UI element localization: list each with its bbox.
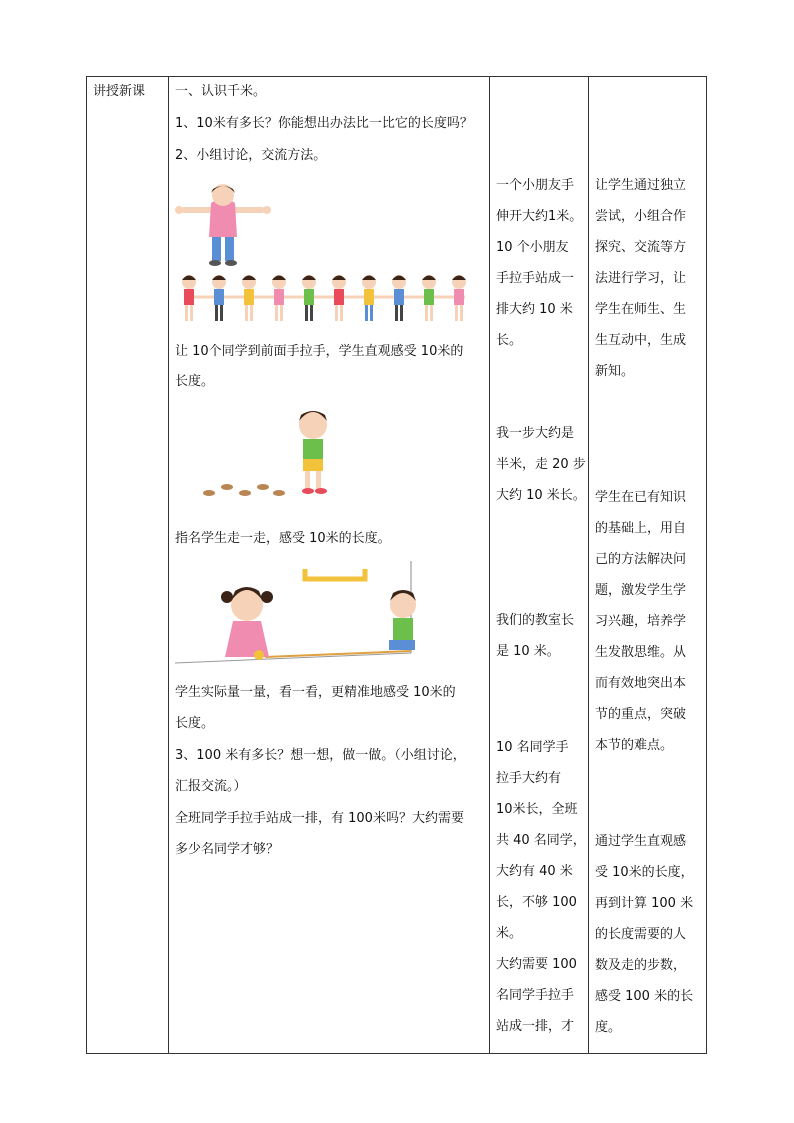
student-note-line: 10米长，全班 [496, 802, 578, 817]
design-note-line: 感受 100 米的长 [595, 989, 694, 1004]
design-note-line: 生发散思维。从 [595, 645, 687, 660]
question-2: 2、小组讨论，交流方法。 [175, 148, 327, 163]
paragraph-line: 全班同学手拉手站成一排，有 100米吗？大约需要 [175, 811, 464, 826]
student-note-line: 我一步大约是 [496, 426, 575, 441]
paragraph-line: 让 10个同学到前面手拉手，学生直观感受 10米的 [175, 344, 464, 359]
design-note-line: 新知。 [595, 364, 635, 379]
student-note-line: 长，不够 100 [496, 895, 577, 910]
question-1: 1、10米有多长？你能想出办法比一比它的长度吗？ [175, 116, 473, 131]
design-note-line: 生互动中，生成 [595, 333, 687, 348]
paragraph-line: 多少名同学才够？ [175, 842, 280, 857]
boy-walking-footprints-illustration [199, 407, 339, 499]
question-3-line-2: 汇报交流。） [175, 779, 247, 794]
student-note-line: 名同学手拉手 [496, 988, 575, 1003]
lesson-table [86, 76, 707, 1054]
child-arms-spread-illustration [175, 181, 271, 267]
student-note-line: 长。 [496, 333, 523, 348]
section-cell [87, 77, 168, 1053]
design-note-line: 再到计算 100 米 [595, 896, 694, 911]
section-label: 讲授新课 [93, 84, 146, 99]
student-note-line: 伸开大约1米。 [496, 209, 583, 224]
student-note-line: 10 个小朋友 [496, 240, 569, 255]
design-note-line: 本节的难点。 [595, 738, 674, 753]
student-note-line: 站成一排，才 [496, 1019, 575, 1034]
student-note-line: 手拉手站成一 [496, 271, 575, 286]
student-note-line: 大约 10 米长。 [496, 488, 586, 503]
student-note-line: 共 40 名同学， [496, 833, 586, 848]
design-note-line: 尝试，小组合作 [595, 209, 687, 224]
design-note-line: 己的方法解决问 [595, 552, 687, 567]
paragraph-line: 指名学生走一走，感受 10米的长度。 [175, 531, 391, 546]
question-3: 3、100 米有多长？想一想，做一做。（小组讨论， [175, 748, 466, 763]
design-note-line: 数及走的步数， [595, 958, 687, 973]
student-note-line: 排大约 10 米 [496, 302, 573, 317]
design-note-line: 而有效地突出本 [595, 676, 687, 691]
design-note-line: 让学生通过独立 [595, 178, 687, 193]
design-note-line: 学生在已有知识 [595, 490, 687, 505]
paragraph-line: 长度。 [175, 374, 215, 389]
student-activity-cell [490, 77, 588, 1053]
design-note-line: 通过学生直观感 [595, 834, 687, 849]
design-note-line: 学生在师生、生 [595, 302, 687, 317]
design-note-line: 题，激发学生学 [595, 583, 687, 598]
student-note-line: 是 10 米。 [496, 644, 560, 659]
student-note-line: 拉手大约有 [496, 771, 562, 786]
main-content-cell [169, 77, 489, 1053]
student-note-line: 大约需要 100 [496, 957, 577, 972]
children-measuring-tape-illustration [175, 561, 425, 671]
design-note-line: 节的重点，突破 [595, 707, 687, 722]
design-note-line: 受 10米的长度， [595, 865, 694, 880]
student-note-line: 一个小朋友手 [496, 178, 575, 193]
design-note-line: 的基础上，用自 [595, 521, 687, 536]
paragraph-line: 学生实际量一量，看一看，更精准地感受 10米的 [175, 685, 456, 700]
design-note-line: 探究、交流等方 [595, 240, 687, 255]
student-note-line: 半米，走 20 步 [496, 457, 586, 472]
student-note-line: 米。 [496, 926, 523, 941]
design-note-line: 的长度需要的人 [595, 927, 687, 942]
design-intent-cell [589, 77, 708, 1053]
student-note-line: 大约有 40 米 [496, 864, 573, 879]
design-note-line: 习兴趣，培养学 [595, 614, 687, 629]
student-note-line: 我们的教室长 [496, 613, 575, 628]
ten-children-holding-hands-illustration [175, 273, 475, 327]
child-figure [182, 275, 196, 321]
paragraph-line: 长度。 [175, 716, 215, 731]
section-heading: 一、认识千米。 [175, 84, 267, 99]
student-note-line: 10 名同学手 [496, 740, 569, 755]
design-note-line: 度。 [595, 1020, 622, 1035]
design-note-line: 法进行学习，让 [595, 271, 687, 286]
